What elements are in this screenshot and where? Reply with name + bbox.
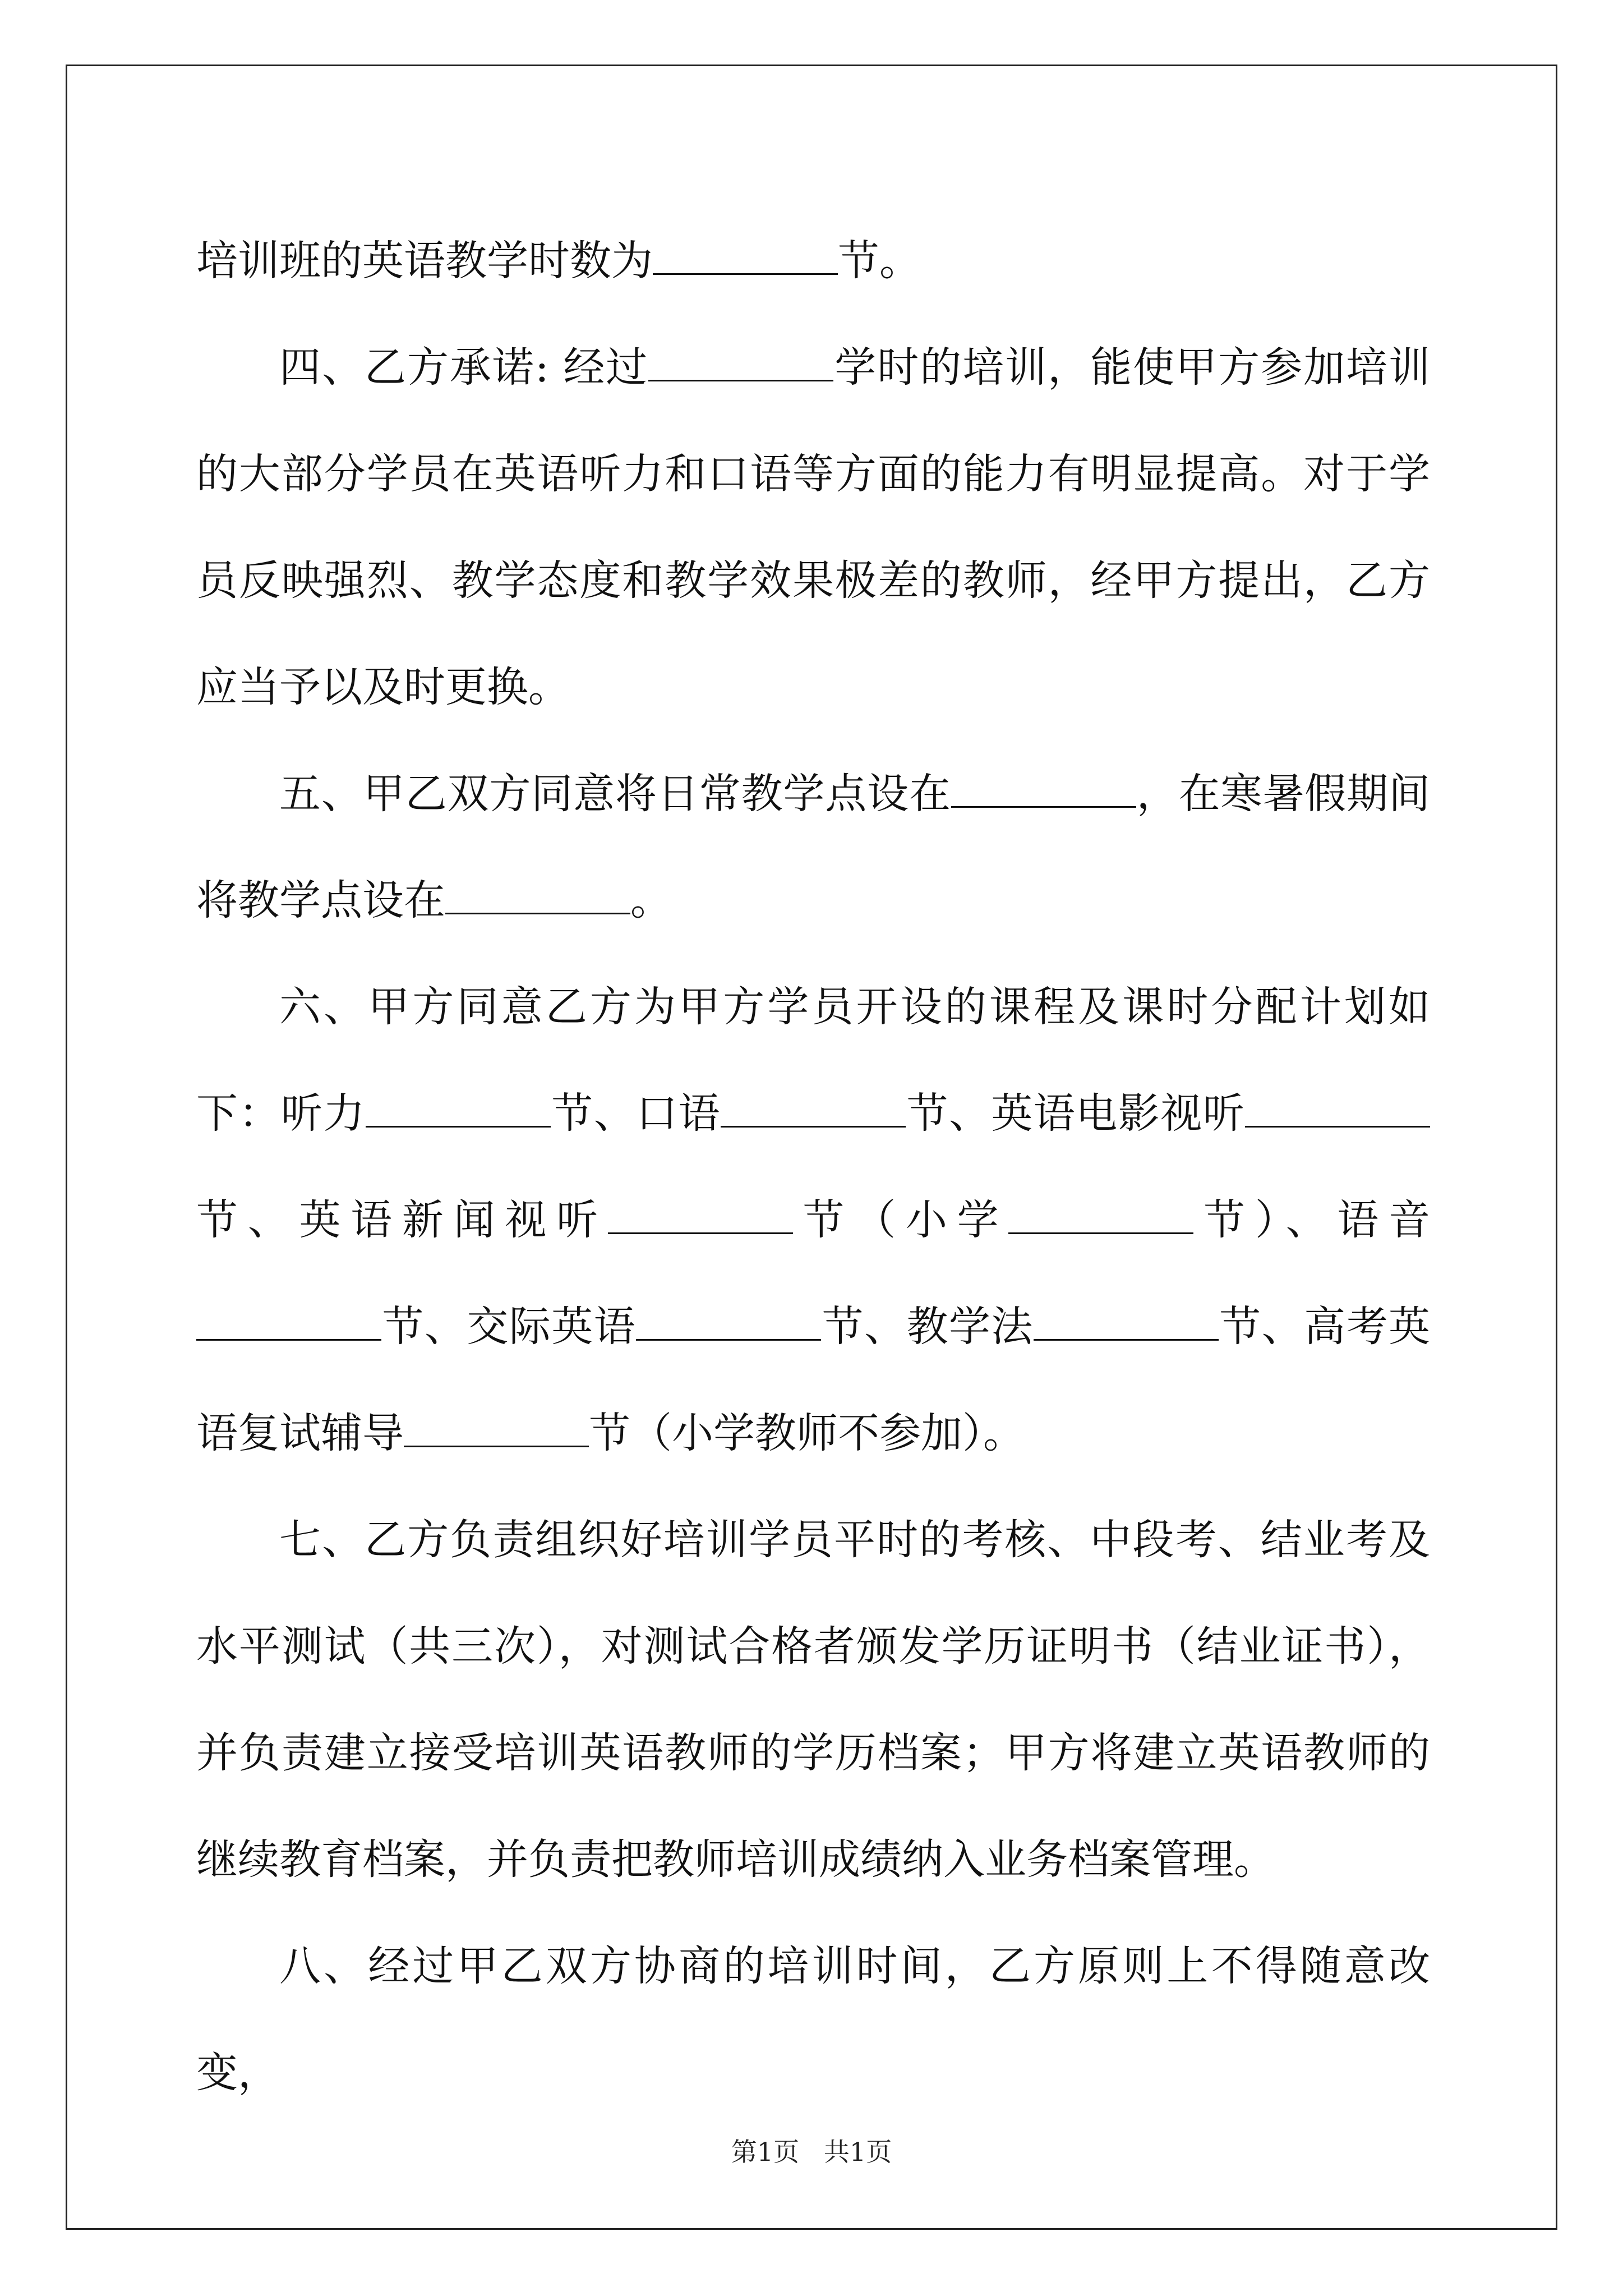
paragraph-text: 八、经过甲乙双方协商的培训时间，乙方原则上不得随意改变， [196, 1942, 1430, 2097]
clause-paragraph [196, 1487, 1430, 1913]
paragraph-text: 节）、语音 [1193, 1196, 1431, 1244]
paragraph-text: 节、英语电影视听 [906, 1089, 1246, 1138]
paragraph-text: 培训班的英语教学时数为 [196, 237, 653, 285]
fill-in-blank [1245, 1088, 1430, 1128]
paragraph-text: 四、乙方承诺: 经过 [279, 343, 649, 392]
clause-paragraph [196, 1913, 1430, 2126]
paragraph-text: 。 [630, 876, 672, 924]
paragraph-text: 节、口语 [550, 1089, 721, 1138]
fill-in-blank [404, 1408, 589, 1447]
clause-paragraph [196, 740, 1430, 954]
clause-paragraph [196, 954, 1430, 1487]
page-footer: 第1页 共1页 [731, 2137, 892, 2167]
fill-in-blank [1034, 1301, 1219, 1341]
fill-in-blank [721, 1088, 906, 1128]
paragraph-text: 节、高考英语复试辅导 [196, 1303, 1431, 1457]
paragraph-text: 节（小学教师不参加）。 [589, 1409, 1025, 1457]
fill-in-blank [196, 1301, 381, 1341]
fill-in-blank [636, 1301, 821, 1341]
clause-paragraph [196, 314, 1430, 740]
clause-paragraph [196, 208, 1430, 314]
fill-in-blank [951, 769, 1136, 808]
fill-in-blank [648, 342, 833, 381]
fill-in-blank [1008, 1195, 1193, 1234]
paragraph-text: 五、甲乙双方同意将日常教学点设在 [279, 770, 951, 818]
paragraph-text: 七、乙方负责组织好培训学员平时的考核、中段考、结业考及水平测试（共三次），对测试合格者颁发学历证明书（结业证书），并负责建立接受培训英语教师的学历档案；甲方将建立英语教师的继续教育档案，并负责把教师培训成绩纳入业务档案管理。 [196, 1516, 1430, 1884]
paragraph-text: 节、英语新闻视听 [196, 1196, 608, 1244]
fill-in-blank [608, 1195, 793, 1234]
paragraph-text: 节。 [838, 237, 921, 285]
paragraph-text: 节、交际英语 [381, 1303, 637, 1351]
fill-in-blank [366, 1088, 551, 1128]
fill-in-blank [445, 875, 630, 914]
paragraph-text: 节、教学法 [821, 1303, 1034, 1351]
paragraph-text: 六、甲方同意乙方为甲方学员开设的课程及课时分配计划如下：听力 [196, 983, 1430, 1138]
fill-in-blank [653, 236, 838, 275]
paragraph-text: 学时的培训，能使甲方参加培训的大部分学员在英语听力和口语等方面的能力有明显提高。对于学员反映强烈、教学态度和教学效果极差的教师，经甲方提出，乙方应当予以及时更换。 [196, 343, 1431, 711]
paragraph-text: ，在寒暑假期间将教学点设在 [196, 770, 1431, 924]
document-body [196, 208, 1430, 2126]
paragraph-text: 节（小学 [792, 1196, 1009, 1244]
